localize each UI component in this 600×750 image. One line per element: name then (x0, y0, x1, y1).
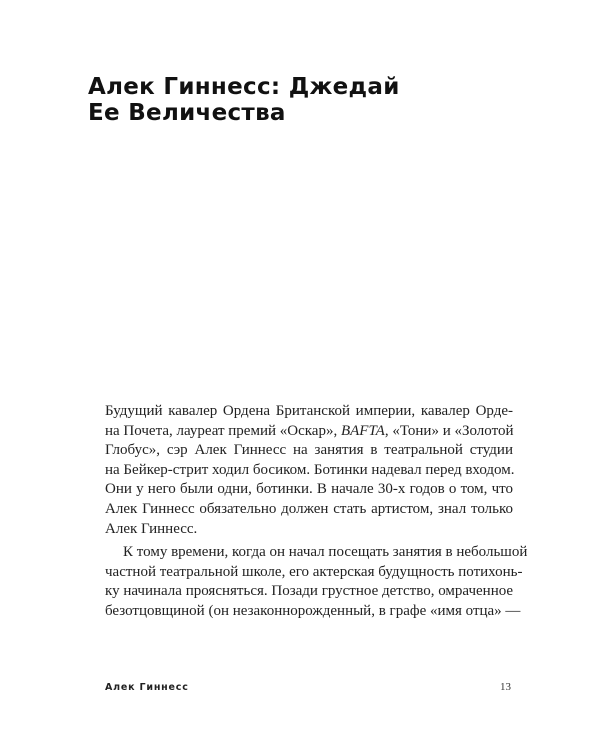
text-line: Глобус», сэр Алек Гиннесс на занятия в театральной студии (105, 442, 513, 459)
italic-term: BAFTA (340, 422, 385, 439)
paragraph (105, 543, 528, 621)
text-line: Будущий кавалер Ордена Британской империи, кавалер Орде- (105, 403, 513, 419)
chapter-title-line: Ее Величества (88, 100, 286, 126)
text-line: К тому времени, когда он начал посещать занятия в небольшой (123, 544, 528, 561)
text-line: безотцовщиной (он незаконнорожденный, в графе «имя отца» — (105, 602, 521, 619)
text-line: частной театральной школе, его актерская будущность потихонь- (105, 563, 523, 580)
chapter-title (88, 74, 400, 126)
body-text (105, 402, 528, 622)
text-line: на Почета, лауреат премий «Оскар», BAFTA, «Тони» и «Золотой (105, 422, 514, 439)
text-line: на Бейкер-стрит ходил босиком. Ботинки надевал перед входом. (105, 461, 515, 478)
text-line: Они у него были одни, ботинки. В начале 30-х годов о том, что (105, 481, 513, 498)
chapter-title-line: Алек Гиннесс: Джедай (88, 74, 400, 100)
text-line: Алек Гиннесс обязательно должен стать артистом, знал только (105, 500, 513, 517)
text-line: ку начинала проясняться. Позади грустное детство, омраченное (105, 583, 514, 600)
paragraph (105, 402, 513, 539)
running-head: Алек Гиннесс (105, 682, 189, 693)
text-line: Алек Гиннесс. (105, 520, 198, 537)
page-number: 13 (500, 681, 511, 693)
